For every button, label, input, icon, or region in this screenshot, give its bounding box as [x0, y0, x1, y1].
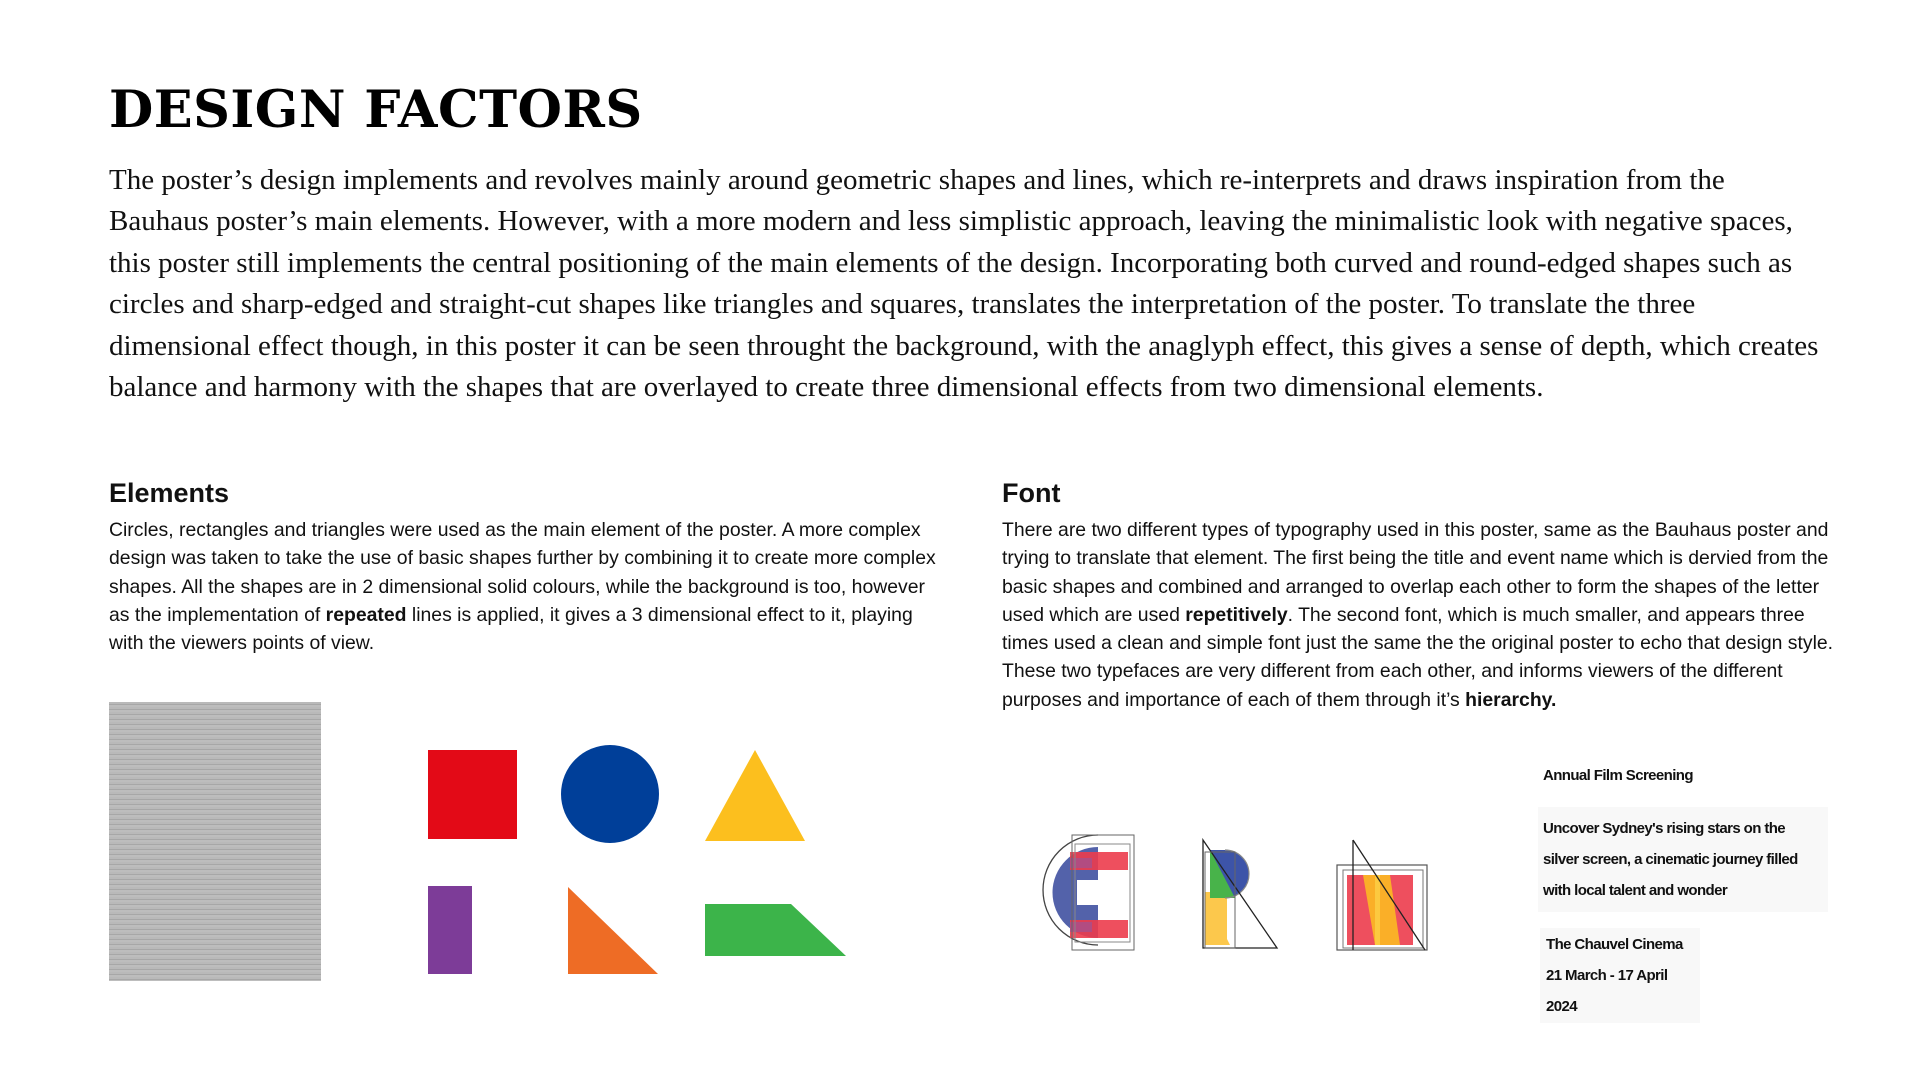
basic-shapes-group [420, 740, 860, 980]
font-heading: Font [1002, 478, 1061, 508]
font-text-before: There are two different types of typography used in this poster, same as the Bauhaus poster and trying to translate that element. The first being the title and event name which is dervied from the basic shapes and combined and arranged to overlap each other to form the shapes of the letter used which are used [1002, 519, 1829, 626]
elements-heading: Elements [109, 478, 230, 508]
poster-description-line: with local talent and wonder [1543, 882, 1728, 899]
letter-n-icon [1337, 840, 1427, 950]
yellow-triangle [705, 750, 805, 841]
page-title: DESIGN FACTORS [109, 80, 643, 140]
font-paragraph [1002, 516, 1842, 714]
elements-text-after: lines is applied, it gives a 3 dimensional effect to it, playing with the viewers points of view. [109, 603, 913, 655]
elements-paragraph [109, 516, 949, 657]
elements-text-before: Circles, rectangles and triangles were used as the main element of the poster. A more complex design was taken to take the use of basic shapes further by combining it to create more complex shapes. All the shapes are in 2 dimensional solid colours, while the background is too, however as the implementation of [109, 519, 936, 626]
purple-rectangle [428, 886, 472, 974]
poster-description-line: Uncover Sydney's rising stars on the [1543, 820, 1786, 837]
striped-background-swatch [109, 702, 321, 981]
poster-venue-line: 2024 [1546, 998, 1577, 1015]
elements-bold: repeated [325, 603, 407, 626]
font-text-middle: . The second font, which is much smaller, and appears three times used a clean and simple font just the same the the original poster to echo that design style. These two typefaces are very different from each other, and informs viewers of the different purposes and importance of each of them through it’s [1002, 603, 1834, 711]
blue-circle [561, 745, 659, 843]
poster-venue-line: 21 March - 17 April [1546, 967, 1668, 984]
letter-r-icon [1203, 840, 1277, 948]
font-bold-hierarchy: hierarchy. [1465, 688, 1557, 711]
orange-right-triangle [568, 887, 658, 974]
poster-venue-line: The Chauvel Cinema [1546, 936, 1683, 953]
green-trapezoid [705, 904, 846, 956]
letter-c-icon [1043, 835, 1134, 950]
font-bold-repetitively: repetitively [1185, 603, 1288, 626]
poster-event-title: Annual Film Screening [1543, 767, 1693, 784]
intro-paragraph: The poster’s design implements and revolves mainly around geometric shapes and lines, which re-interprets and draws inspiration from the Bauhaus poster’s main elements. However, with a more modern and less simplistic approach, leaving the minimalistic look with negative spaces, this poster still implements the central positioning of the main elements of the design. Incorporating both curved and round-edged shapes such as circles and sharp-edged and straight-cut shapes like triangles and squares, translates the interpretation of the poster. To translate the three dimensional effect though, in this poster it can be seen throught the background, with the anaglyph effect, this gives a sense of depth, which creates balance and harmony with the shapes that are overlayed to create three dimensional effects from two dimensional elements. [109, 164, 1819, 404]
letterforms-group [1025, 830, 1485, 1005]
red-square [428, 750, 517, 839]
poster-description-line: silver screen, a cinematic journey filled [1543, 851, 1798, 868]
